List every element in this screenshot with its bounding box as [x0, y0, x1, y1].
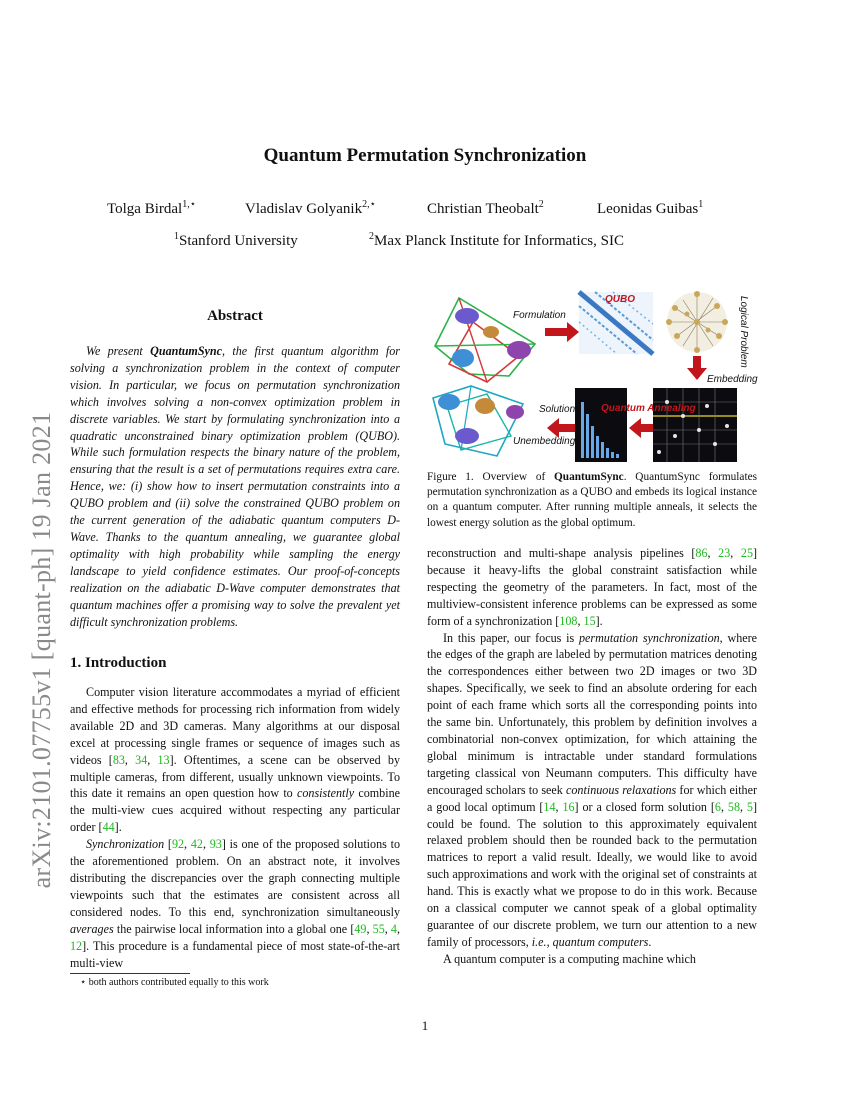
figure-label: Embedding	[707, 374, 758, 385]
citation-link[interactable]: 4	[390, 921, 397, 936]
citation-link[interactable]: 14	[543, 799, 556, 814]
figure-label: QUBO	[605, 294, 635, 305]
paper-title: Quantum Permutation Synchronization	[263, 145, 587, 166]
author: Vladislav Golyanik$^{2,⋆}$	[245, 199, 376, 217]
citation-link[interactable]: 83	[112, 752, 125, 767]
energy-histogram	[575, 388, 627, 462]
citation-link[interactable]: 44	[102, 820, 115, 835]
citation-link[interactable]: 12	[70, 938, 83, 953]
citation-link[interactable]: 16	[562, 799, 575, 814]
citation-link[interactable]: 6	[714, 799, 721, 814]
citation-link[interactable]: 13	[157, 752, 170, 767]
citation-link[interactable]: 23	[718, 546, 731, 560]
arrow-formulation-icon	[545, 322, 579, 342]
page-number: 1	[421, 1018, 429, 1033]
introduction-text: Computer vision literature accommodates a myriad of efficient and effective methods for processing rich information from widely available 2D and 3D cameras. Many algorithms at our disposal excel at processing single frames or sequence of images such as videos [83, 34, 13]. Oftentimes, a scene can be observed by multiple cameras, from different, usually unknown viewpoints. To this date it remains an open question how to consistently combine the multi-view cues acquired without respecting any particular order [44]. Synchronization [92, 42, 93] is one of the proposed solutions to the aforementioned problem. On an abstract note, it involves distributing the discrepancies over the graph connecting multiple viewpoints such that the estimates are consistent across all considered nodes. To this end, synchronization simultaneously averages the pairwise local information into a global one [49, 55, 4, 12]. This procedure is a fundamental piece of most state-of-the-art multi-view	[70, 685, 401, 970]
figure-label: Unembedding	[513, 436, 576, 447]
footnote-rule	[70, 973, 190, 974]
abstract-heading: Abstract	[207, 308, 263, 324]
citation-link[interactable]: 55	[372, 921, 385, 936]
right-column-text: reconstruction and multi-shape analysis pipelines [86, 23, 25] because it heavy-lifts the global constraint satisfaction while respecting the geometry of the parameters. In fact, most of the multiview-consistent inference problems can be expressed as some form of a synchronization [108, 15]. In this paper, our focus is permutation synchronization, where the edges of the graph are labeled by permutation matrices denoting the correspondences either between two 2D images or two 3D shapes. Specifically, we seek to find an absolute ordering for each point of each frame which sorts all the corresponding points into the same bin. Unfortunately, this problem by definition involves a combinatorial non-convex optimization, for which attaining the global minimum is intractable under standard formulations targeting classical von Neumann computers. This difficulty have encouraged scholars to seek continuous relaxations for which either a good local optimum [14, 16] or a closed form solution [6, 58, 5] could be found. The solution to this approximately equivalent relaxed problem should then be rounded back to the permutation matrices to report a valid result. Ideally, we would like to avoid such approximations and work with the original set of constraints at hand. This is exactly what we propose to do in this work. Because on a classical computer we cannot speak of a global optimality guarantee of our discrete problem, we turn our attention to a new family of processors, i.e., quantum computers. A quantum computer is a computing machine which	[427, 546, 758, 966]
affiliation: $^1$Stanford University	[174, 231, 298, 249]
citation-link[interactable]: 34	[135, 752, 148, 767]
sync-graph-bottom	[433, 386, 524, 456]
figure-label: Quantum Annealing	[601, 403, 696, 414]
arrow-solution-icon	[547, 418, 575, 438]
citation-link[interactable]: 93	[209, 837, 222, 852]
footnote: ⋆ both authors contributed equally to this work	[80, 977, 269, 988]
figure-overview	[427, 286, 757, 464]
citation-link[interactable]: 49	[354, 921, 367, 936]
citation-link[interactable]: 92	[171, 837, 185, 852]
author-list	[0, 201, 850, 221]
logical-problem-graph	[666, 291, 728, 353]
figure-label: Solution	[539, 404, 576, 415]
figure-label: Formulation	[513, 310, 566, 321]
author: Christian Theobalt$^2$	[427, 199, 544, 217]
citation-link[interactable]: 42	[190, 837, 203, 852]
citation-link[interactable]: 108	[559, 613, 578, 628]
citation-link[interactable]: 25	[740, 546, 753, 560]
arxiv-side-stamp: arXiv:2101.07755v1 [quant-ph] 19 Jan 2021	[27, 411, 56, 889]
author: Leonidas Guibas$^1$	[597, 199, 704, 217]
citation-link[interactable]: 15	[583, 613, 596, 628]
affiliation-list	[0, 233, 850, 253]
citation-link[interactable]: 5	[746, 799, 753, 814]
figure-caption: Figure 1. Overview of QuantumSync. QuantumSync formulates permutation synchronization as a QUBO and embeds its logical instance on a quantum computer. After running multiple anneals, it selects the lowest energy solution as the global optimum.	[427, 471, 757, 529]
section-heading-introduction: 1. Introduction	[70, 655, 167, 671]
figure-label: Logical Problem	[738, 296, 749, 368]
quantum-hardware-graph	[653, 388, 737, 462]
arrow-annealing-icon	[629, 418, 653, 438]
citation-link[interactable]: 86	[695, 546, 708, 560]
affiliation: $^2$Max Planck Institute for Informatics, SIC	[369, 231, 624, 249]
citation-link[interactable]: 58	[727, 799, 740, 814]
author: Tolga Birdal$^{1,⋆}$	[107, 199, 196, 217]
arrow-embedding-icon	[687, 356, 707, 380]
abstract-text: We present QuantumSync, the first quantum algorithm for solving a synchronization problem in the context of computer vision. In particular, we focus on permutation synchronization which involves solving a non-convex optimization problem in discrete variables. We start by formulating synchronization into a quadratic unconstrained binary optimization problem (QUBO). While such formulation respects the binary nature of the problem, ensuring that the result is a set of permutations requires extra care. Hence, we: (i) show how to insert permutation constraints into a QUBO problem and (ii) solve the constrained QUBO problem on the current generation of the adiabatic quantum computers D-Wave. Thanks to the quantum annealing, we guarantee global optimality with high probability while sampling the energy landscape to yield confidence estimates. Our proof-of-concepts realization on the adiabatic D-Wave computer demonstrates that quantum machines offer a promising way to solve the prevalent yet difficult synchronization problems.	[70, 344, 401, 629]
